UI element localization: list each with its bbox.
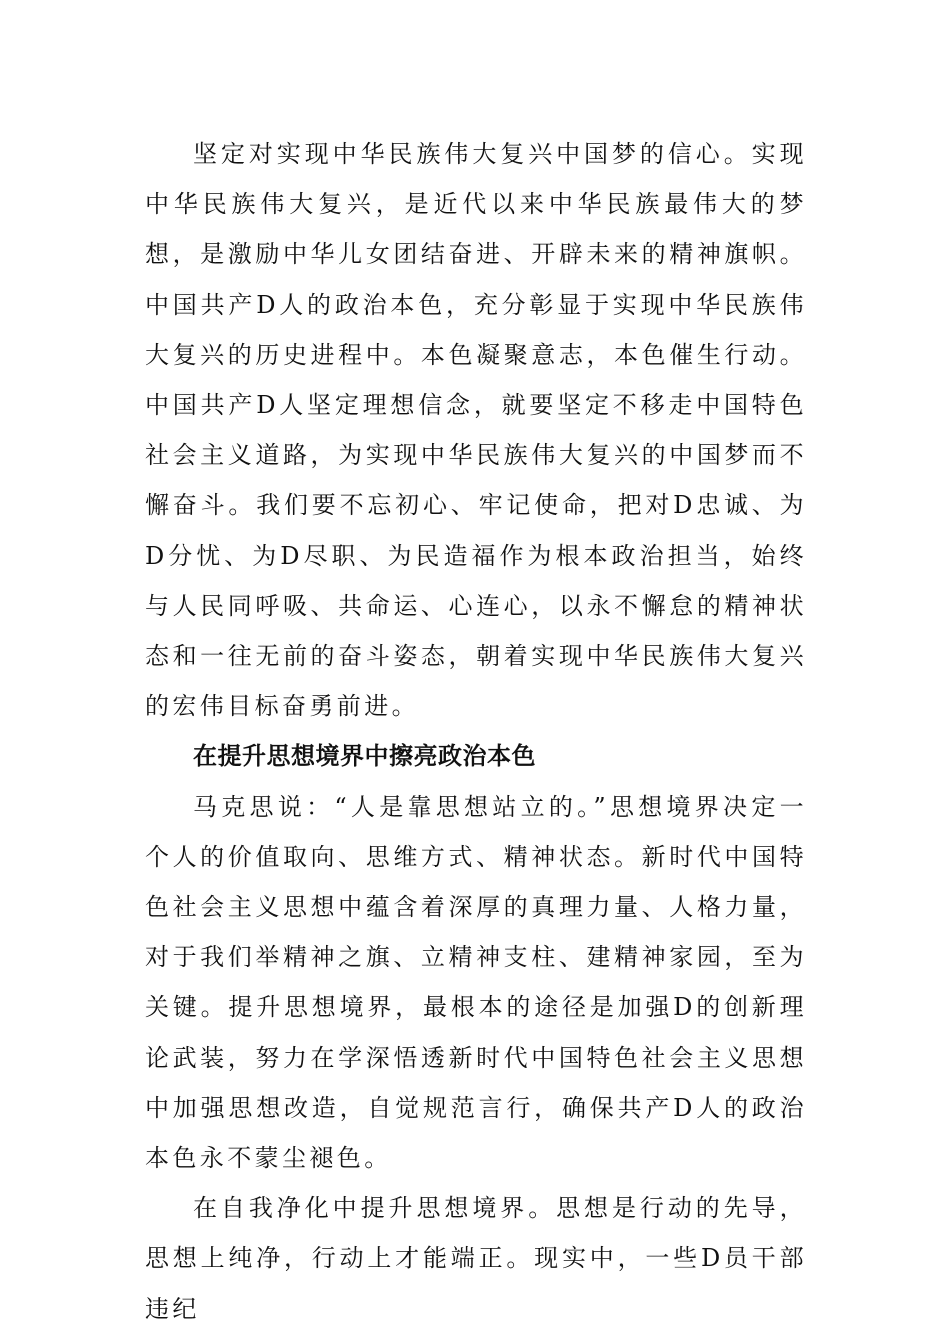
body-paragraph: 在自我净化中提升思想境界。思想是行动的先导，思想上纯净，行动上才能端正。现实中，一些D员干部违纪 <box>145 1194 807 1323</box>
section-heading: 在提升思想境界中擦亮政治本色 <box>193 742 536 771</box>
body-paragraph: 坚定对实现中华民族伟大复兴中国梦的信心。实现中华民族伟大复兴，是近代以来中华民族最伟大的梦想，是激励中华儿女团结奋进、开辟未来的精神旗帜。中国共产D人的政治本色，充分彰显于实现中华民族伟大复兴的历史进程中。本色凝聚意志，本色催生行动。中国共产D人坚定理想信念，就要坚定不移走中国特色社会主义道路，为实现中华民族伟大复兴的中国梦而不懈奋斗。我们要不忘初心、牢记使命，把对D忠诚、为D分忧、为D尽职、为民造福作为根本政治担当，始终与人民同呼吸、共命运、心连心，以永不懈怠的精神状态和一往无前的奋斗姿态，朝着实现中华民族伟大复兴的宏伟目标奋勇前进。 <box>145 140 807 721</box>
document-page <box>145 129 807 1334</box>
body-paragraph: 马克思说：“人是靠思想站立的。”思想境界决定一个人的价值取向、思维方式、精神状态。新时代中国特色社会主义思想中蕴含着深厚的真理力量、人格力量，对于我们举精神之旗、立精神支柱、建精神家园，至为关键。提升思想境界，最根本的途径是加强D的创新理论武装，努力在学深悟透新时代中国特色社会主义思想中加强思想改造，自觉规范言行，确保共产D人的政治本色永不蒙尘褪色。 <box>145 792 807 1173</box>
